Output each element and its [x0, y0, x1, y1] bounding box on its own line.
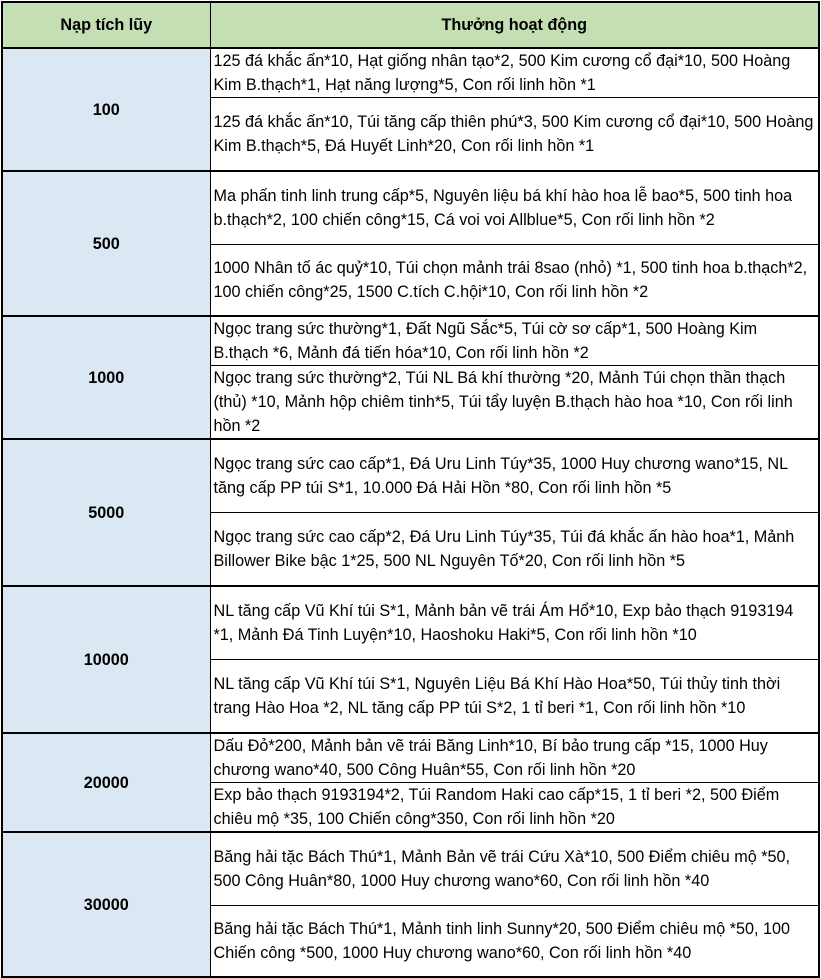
- reward-cell: NL tăng cấp Vũ Khí túi S*1, Mảnh bản vẽ trái Ám Hổ*10, Exp bảo thạch 9193194 *1, Mảnh Đá Tinh Luyện*10, Haoshoku Haki*5, Con rối linh hồn *10: [210, 586, 819, 660]
- table-header: [2, 2, 819, 48]
- reward-cell: Ngọc trang sức thường*2, Túi NL Bá khí thường *20, Mảnh Túi chọn thần thạch (thủ) *10, Mảnh hộp chiêm tinh*5, Túi tẩy luyện B.thạch hào hoa *10, Con rối linh hồn *2: [210, 366, 819, 440]
- reward-cell: Băng hải tặc Bách Thú*1, Mảnh tinh linh Sunny*20, 500 Điểm chiêu mộ *50, 100 Chiến công *500, 1000 Huy chương wano*60, Con rối linh hồn *40: [210, 906, 819, 978]
- rewards-table: [1, 1, 820, 978]
- amount-cell: 500: [2, 171, 210, 316]
- table-row: [2, 832, 819, 906]
- header-amount: Nạp tích lũy: [2, 2, 210, 48]
- amount-cell: 20000: [2, 733, 210, 832]
- table-row: [2, 171, 819, 245]
- reward-cell: 125 đá khắc ấn*10, Hạt giống nhân tạo*2, 500 Kim cương cổ đại*10, 500 Hoàng Kim B.thạch*1, Hạt năng lượng*5, Con rối linh hồn *1: [210, 48, 819, 98]
- table-row: [2, 439, 819, 513]
- table-body: [2, 48, 819, 977]
- amount-cell: 100: [2, 48, 210, 171]
- amount-cell: 30000: [2, 832, 210, 977]
- reward-cell: Ma phấn tinh linh trung cấp*5, Nguyên liệu bá khí hào hoa lễ bao*5, 500 tinh hoa b.thạch*2, 100 chiến công*15, Cá voi voi Allblue*5, Con rối linh hồn *2: [210, 171, 819, 245]
- header-reward: Thưởng hoạt động: [210, 2, 819, 48]
- reward-cell: Exp bảo thạch 9193194*2, Túi Random Haki cao cấp*15, 1 tỉ beri *2, 500 Điểm chiêu mộ *35, 100 Chiến công*350, Con rối linh hồn *20: [210, 783, 819, 833]
- table-row: [2, 586, 819, 660]
- amount-cell: 5000: [2, 439, 210, 586]
- amount-cell: 10000: [2, 586, 210, 733]
- reward-cell: Băng hải tặc Bách Thú*1, Mảnh Bản vẽ trái Cứu Xà*10, 500 Điểm chiêu mộ *50, 500 Công Huân*80, 1000 Huy chương wano*60, Con rối linh hồn *40: [210, 832, 819, 906]
- reward-cell: Ngọc trang sức cao cấp*2, Đá Uru Linh Túy*35, Túi đá khắc ấn hào hoa*1, Mảnh Billower Bike bậc 1*25, 500 NL Nguyên Tố*20, Con rối linh hồn *5: [210, 513, 819, 587]
- reward-cell: 1000 Nhân tố ác quỷ*10, Túi chọn mảnh trái 8sao (nhỏ) *1, 500 tinh hoa b.thạch*2, 100 chiến công*25, 1500 C.tích C.hội*10, Con rối linh hồn *2: [210, 245, 819, 317]
- reward-cell: Dấu Đỏ*200, Mảnh bản vẽ trái Băng Linh*10, Bí bảo trung cấp *15, 1000 Huy chương wano*40, 500 Công Huân*55, Con rối linh hồn *20: [210, 733, 819, 783]
- table-row: [2, 48, 819, 98]
- reward-cell: Ngọc trang sức cao cấp*1, Đá Uru Linh Túy*35, 1000 Huy chương wano*15, NL tăng cấp PP túi S*1, 10.000 Đá Hải Hồn *80, Con rối linh hồn *5: [210, 439, 819, 513]
- header-row: [2, 2, 819, 48]
- table-row: [2, 316, 819, 366]
- amount-cell: 1000: [2, 316, 210, 439]
- reward-cell: NL tăng cấp Vũ Khí túi S*1, Nguyên Liệu Bá Khí Hào Hoa*50, Túi thủy tinh thời trang Hào Hoa *2, NL tăng cấp PP túi S*2, 1 tỉ beri *1, Con rối linh hồn *10: [210, 660, 819, 734]
- reward-cell: Ngọc trang sức thường*1, Đất Ngũ Sắc*5, Túi cờ sơ cấp*1, 500 Hoàng Kim B.thạch *6, Mảnh đá tiến hóa*10, Con rối linh hồn *2: [210, 316, 819, 366]
- table-row: [2, 733, 819, 783]
- reward-cell: 125 đá khắc ấn*10, Túi tăng cấp thiên phú*3, 500 Kim cương cổ đại*10, 500 Hoàng Kim B.thạch*5, Đá Huyết Linh*20, Con rối linh hồn *1: [210, 98, 819, 172]
